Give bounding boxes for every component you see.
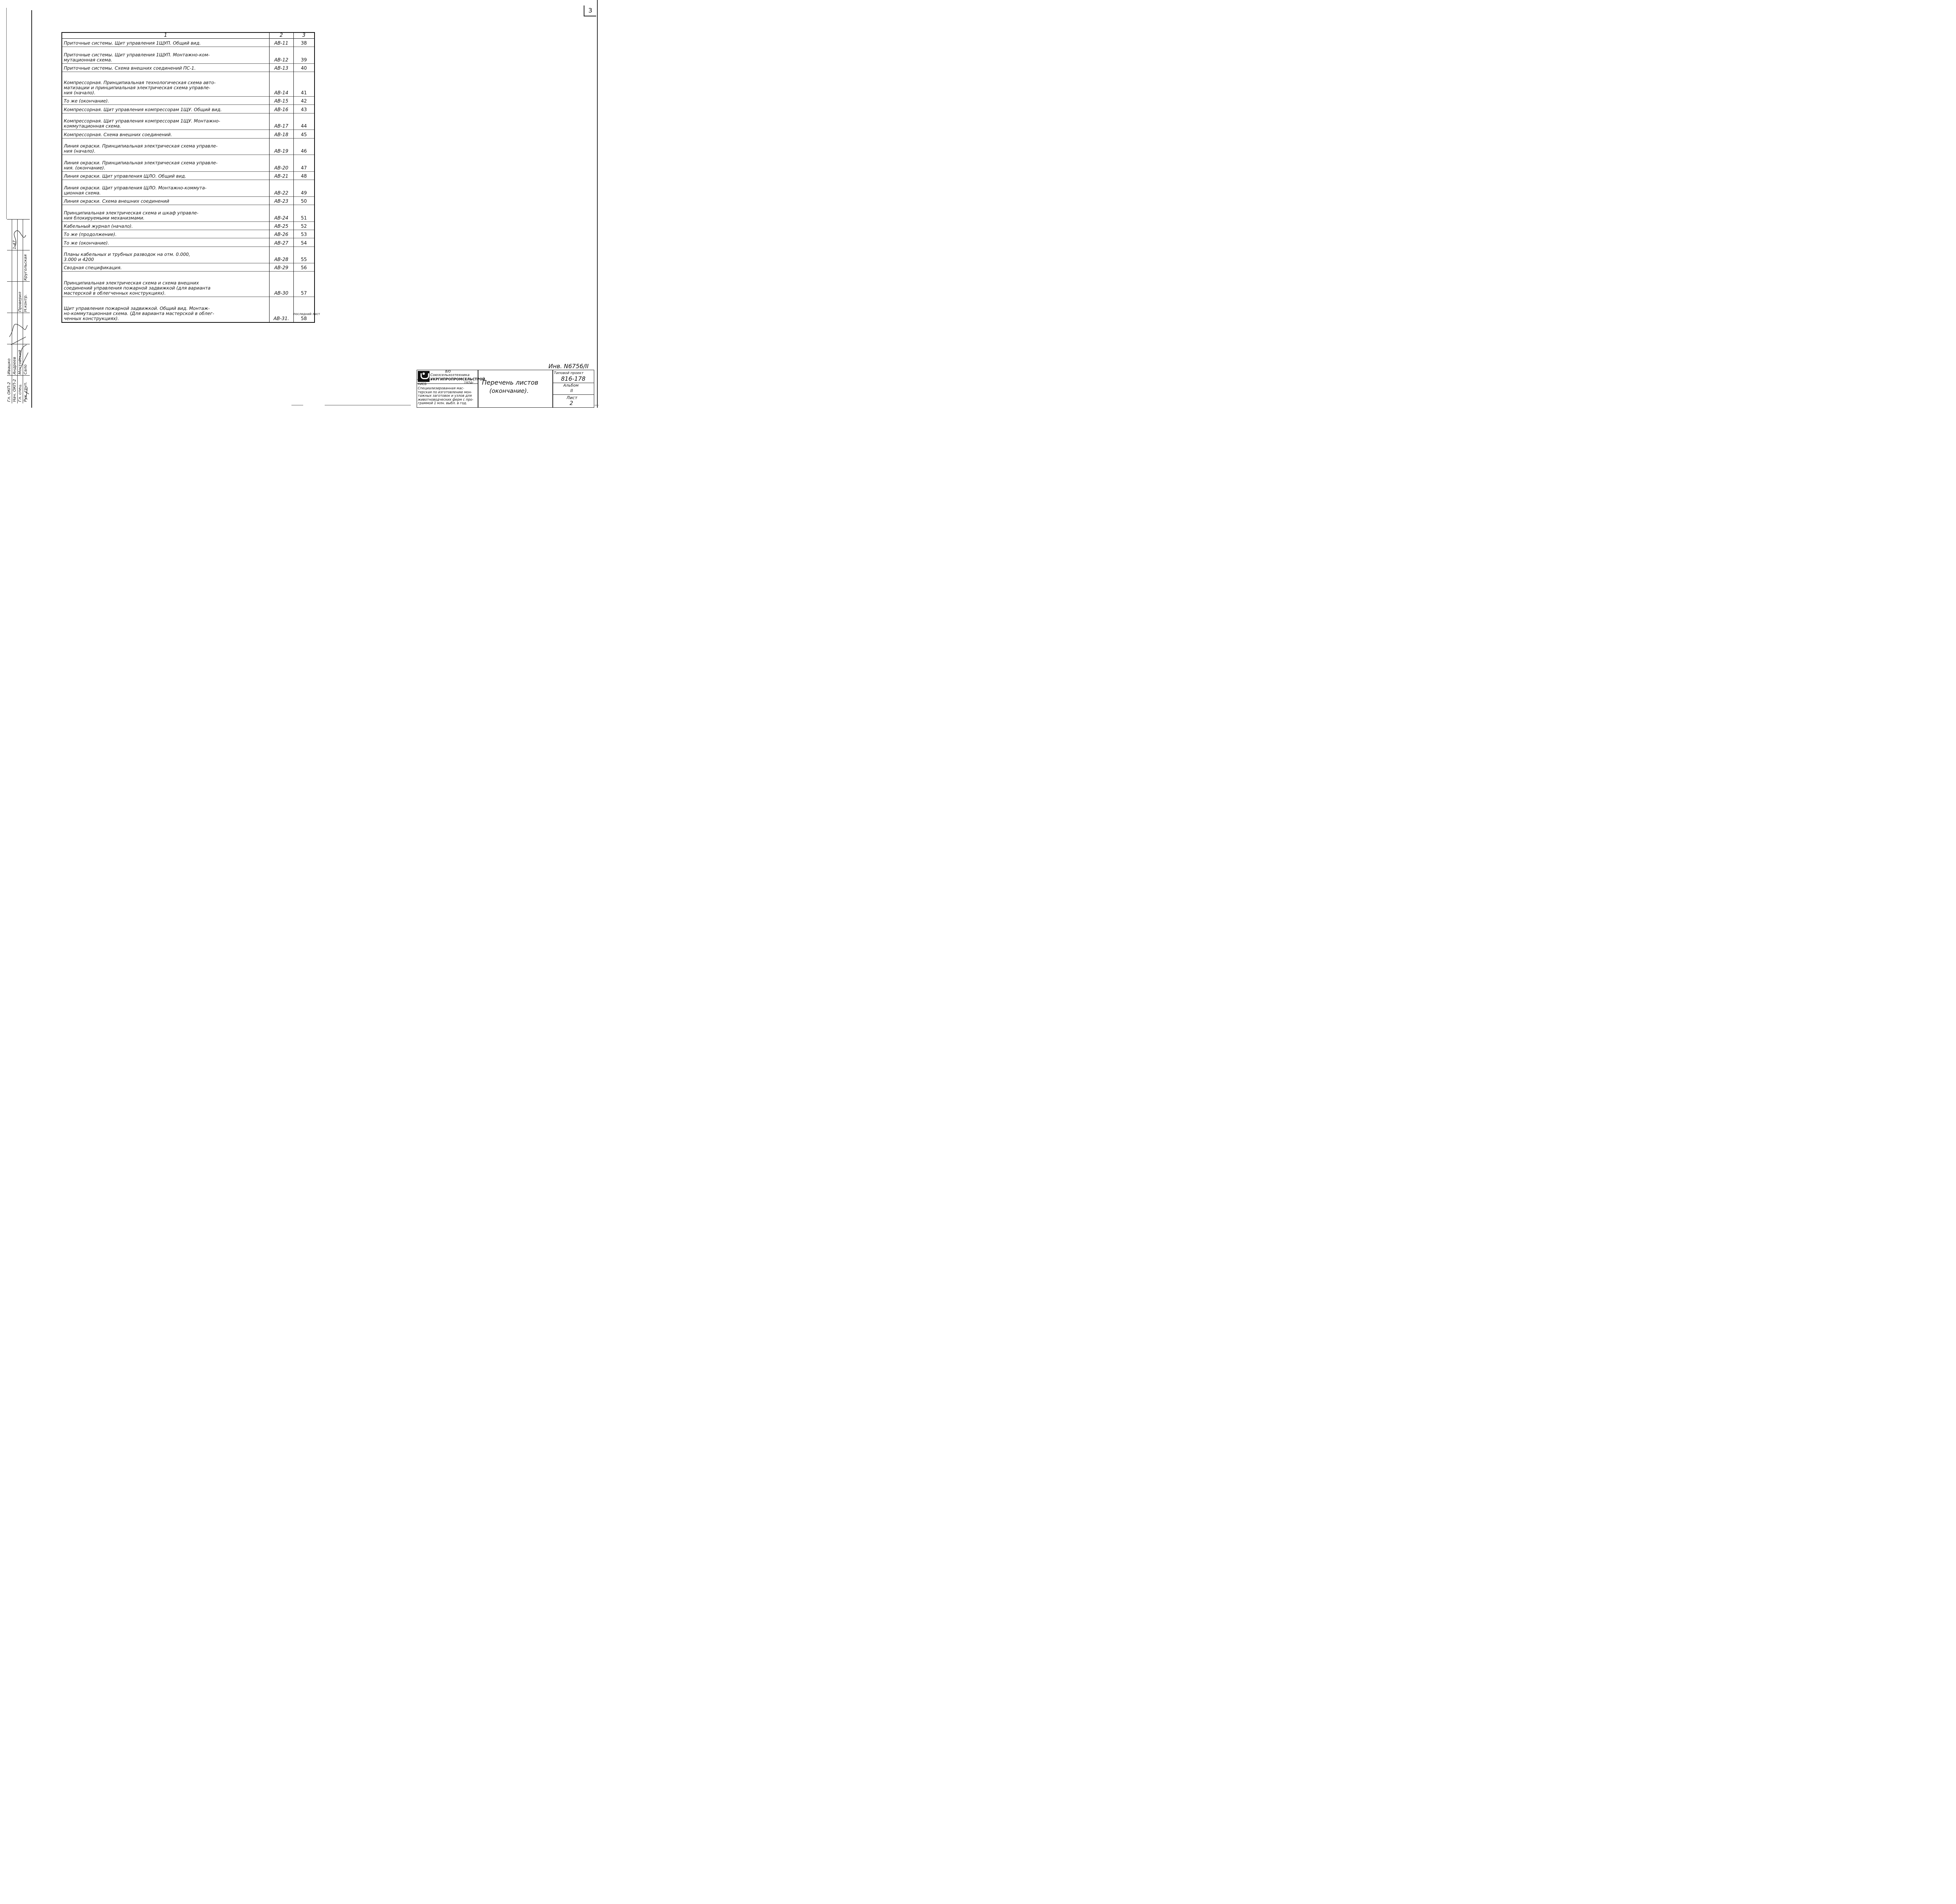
- sheet-name-line: То же (продолжение).: [64, 232, 117, 238]
- sheet-name-line: мутационная схема.: [64, 57, 112, 63]
- sheet-name-line: Линия окраски. Принципиальная электрическая схема управле-: [64, 160, 218, 166]
- sheet-page-cell: 57: [293, 272, 315, 297]
- sheet-title: Перечень листов: [482, 379, 539, 386]
- project-number: 816-178: [561, 375, 586, 382]
- sheet-name-cell: [62, 297, 269, 322]
- sheet-code-cell: АВ-24: [269, 205, 293, 222]
- sheet-name-cell: [62, 63, 269, 72]
- sheet-code-cell: АВ-19: [269, 138, 293, 155]
- title-block: [417, 370, 594, 408]
- sheet-page-cell: 43: [293, 105, 315, 113]
- sheet-name-cell: [62, 105, 269, 113]
- sheet-name-line: То же (окончание).: [64, 240, 109, 246]
- sheet-code-cell: АВ-12: [269, 47, 293, 64]
- sheet-name-line: Линия окраски. Принципиальная электрическая схема управле-: [64, 143, 218, 149]
- sheet-name-cell: [62, 97, 269, 105]
- sheet-page-cell: 51: [293, 205, 315, 222]
- sheet-page-cell: 40: [293, 63, 315, 72]
- sheet-name-line: ционная схема.: [64, 190, 101, 196]
- sheet-code-cell: АВ-31.: [269, 297, 293, 322]
- table-row: [62, 130, 315, 138]
- table-row: [62, 230, 315, 238]
- sheet-name-line: Компрессорная. Щит управления компрессорам 1ЩУ. Монтажно-: [64, 118, 220, 124]
- sheet-name-cell: [62, 130, 269, 138]
- table-row: [62, 72, 315, 97]
- sheet-page-cell: 42: [293, 97, 315, 105]
- left-edge-line: [6, 8, 7, 219]
- sheet-code-cell: АВ-20: [269, 155, 293, 172]
- header-col-2: 2: [269, 32, 293, 39]
- table-row: [62, 272, 315, 297]
- sheet-page-cell: 44: [293, 113, 315, 130]
- sheet-name-cell: [62, 196, 269, 205]
- table-row: [62, 47, 315, 64]
- sheet-name-line: соединений управления пожарной задвижкой (для варианта: [64, 285, 211, 291]
- sheet-page-cell: 50: [293, 196, 315, 205]
- table-body: [62, 39, 320, 323]
- sheet-subtitle: (окончание).: [489, 387, 529, 394]
- sheet-page-cell: 48: [293, 171, 315, 180]
- sheet-code-cell: АВ-11: [269, 39, 293, 47]
- sig-name: Мостовский: [18, 350, 22, 374]
- sheet-code-cell: АВ-29: [269, 263, 293, 272]
- project-description: Специализированная мас- терская по изготовлению мон- тажных заготовок и узлов для животноводческих ферм с про- граммой 1 млн. выбл. в год.: [418, 387, 474, 405]
- table-row: [62, 138, 315, 155]
- sheet-code-cell: АВ-21: [269, 171, 293, 180]
- sheet-name-line: Кабельный журнал (начало).: [64, 223, 133, 229]
- sheet-name-line: Линия окраски. Щит управления ЩЛО. Монтажно-коммута-: [64, 185, 207, 191]
- album-number: II: [570, 388, 573, 393]
- sheet-label: Лист: [566, 395, 577, 400]
- sheet-name-line: То же (окончание).: [64, 98, 109, 104]
- table-row: [62, 247, 315, 263]
- sheet-name-line: 3.000 и 4200: [64, 257, 94, 263]
- sheet-name-line: ния (начало).: [64, 90, 95, 96]
- sheet-name-cell: [62, 180, 269, 197]
- sig-name: Кругольская: [23, 254, 28, 281]
- table-row: [62, 105, 315, 113]
- sheet-name-line: Сводная спецификация.: [64, 265, 122, 271]
- sheet-name-cell: [62, 113, 269, 130]
- sheet-name-line: Компрессорная. Схема внешних соединений.: [64, 131, 172, 137]
- sig-label: Н.контр.: [23, 294, 28, 312]
- sheet-name-cell: [62, 47, 269, 64]
- table-header-row: [62, 32, 315, 39]
- sheet-code-cell: АВ-13: [269, 63, 293, 72]
- sheet-name-line: Принципиальная электрическая схема и шкаф управле-: [64, 210, 199, 216]
- sheet-name-cell: [62, 138, 269, 155]
- sheet-page-cell: 56: [293, 263, 315, 272]
- sheet-name-line: Приточные системы. Щит управления 1ЩУП. Общий вид.: [64, 40, 201, 46]
- sheet-name-cell: [62, 72, 269, 97]
- project-label: Типовой проект: [554, 371, 584, 375]
- page-value: 58: [301, 316, 307, 321]
- city: КИЕВ: [418, 382, 427, 386]
- table-row: [62, 155, 315, 172]
- sheet-name-cell: [62, 238, 269, 247]
- sheet-name-line: ния (начало).: [64, 148, 95, 154]
- year: 1974г.: [464, 381, 475, 385]
- table-row: [62, 97, 315, 105]
- sheet-page-cell: 38: [293, 39, 315, 47]
- table-row: [62, 205, 315, 222]
- sheet-name-line: матизации и принципиальная электрическая схема управле-: [64, 85, 210, 91]
- sig-label: Проверил: [18, 292, 22, 312]
- table-row: [62, 63, 315, 72]
- sheet-name-line: Принципиальная электрическая схема и схема внешних: [64, 280, 199, 286]
- sheet-name-cell: [62, 230, 269, 238]
- album-label: Альбом: [563, 383, 579, 388]
- sheet-name-cell: [62, 263, 269, 272]
- sheet-page-cell: 47: [293, 155, 315, 172]
- sheet-code-cell: АВ-28: [269, 247, 293, 263]
- sheet-code-cell: АВ-22: [269, 180, 293, 197]
- sheet-name-line: мастерской в облегченных конструкциях).: [64, 290, 166, 296]
- sheet-code-cell: АВ-17: [269, 113, 293, 130]
- table-row: [62, 221, 315, 230]
- sheet-code-cell: АВ-27: [269, 238, 293, 247]
- sig-name: Андреев: [13, 357, 17, 374]
- sheet-name-cell: [62, 171, 269, 180]
- tb-divider: [552, 394, 594, 395]
- sheet-name-line: Линия окраски. Щит управления ЩЛО. Общий вид.: [64, 173, 186, 179]
- sheet-name-line: Компрессорная. Щит управления компрессорам 1ЩУ. Общий вид.: [64, 106, 222, 112]
- sheet-code-cell: АВ-16: [269, 105, 293, 113]
- sig-label: Рук. груп.: [23, 382, 28, 402]
- inventory-number: Инв. N6756/II: [548, 363, 589, 370]
- frame-left-border: [31, 10, 32, 408]
- sheet-code-cell: АВ-15: [269, 97, 293, 105]
- sheet-code-cell: АВ-25: [269, 221, 293, 230]
- sheet-name-cell: [62, 155, 269, 172]
- frame-right-border: [597, 0, 598, 408]
- sig-label: Нач. ОКП-2: [13, 379, 17, 402]
- table-row: [62, 238, 315, 247]
- sheet-page-cell: 49: [293, 180, 315, 197]
- page-number: 3: [584, 5, 596, 16]
- table-row: [62, 263, 315, 272]
- sheet-name-line: Щит управления пожарной задвижкой. Общий вид. Монтаж-: [64, 306, 210, 311]
- table-row: [62, 297, 315, 322]
- handwritten-signatures: [7, 220, 30, 403]
- sheet-name-line: ния блокируемыми механизмами.: [64, 215, 145, 221]
- sheet-page-cell: 41: [293, 72, 315, 97]
- sheet-name-cell: [62, 272, 269, 297]
- sig-name: Сало: [23, 364, 28, 374]
- sheet-page-cell: 54: [293, 238, 315, 247]
- org-line-2: Союзсельхозтехника: [430, 373, 470, 377]
- sheet-name-cell: [62, 247, 269, 263]
- tb-divider: [552, 370, 553, 407]
- sheet-page-cell: [293, 297, 320, 322]
- sheet-name-line: Планы кабельных и трубных разводок на отм. 0.000,: [64, 252, 191, 257]
- table-row: [62, 39, 315, 47]
- organization-logo: [418, 371, 430, 382]
- sheet-page-cell: 52: [293, 221, 315, 230]
- sig-name: Ивашко: [7, 358, 11, 374]
- sheet-code-cell: АВ-23: [269, 196, 293, 205]
- sheet-page-cell: 53: [293, 230, 315, 238]
- header-col-3: 3: [293, 32, 315, 39]
- signature-strip: [7, 219, 30, 403]
- table-row: [62, 196, 315, 205]
- sheet-name-line: Компрессорная. Принципиальная технологическая схема авто-: [64, 80, 216, 86]
- sig-label: Гл. спец.: [18, 383, 22, 402]
- sheet-page-cell: 46: [293, 138, 315, 155]
- sheet-code-cell: АВ-18: [269, 130, 293, 138]
- last-sheet-note: последний лист: [293, 312, 320, 316]
- sheet-number: 2: [570, 400, 573, 407]
- sheet-code-cell: АВ-30: [269, 272, 293, 297]
- table-row: [62, 113, 315, 130]
- sheet-name-cell: [62, 205, 269, 222]
- sheet-name-line: но-коммутационная схема. (Для варианта мастерской в облег-: [64, 311, 214, 316]
- sig-date: 1-47: [13, 240, 17, 249]
- table-row: [62, 171, 315, 180]
- sheet-name-line: коммутационная схема.: [64, 123, 121, 129]
- table-row: [62, 180, 315, 197]
- sheet-name-line: ченных конструкциях).: [64, 316, 119, 321]
- sheet-name-line: Приточные системы. Щит управления 1ЩУП. Монтажно-ком-: [64, 52, 210, 58]
- sheet-name-cell: [62, 39, 269, 47]
- sheet-code-cell: АВ-26: [269, 230, 293, 238]
- sheet-page-cell: 45: [293, 130, 315, 138]
- sheet-code-cell: АВ-14: [269, 72, 293, 97]
- sheet-name-cell: [62, 221, 269, 230]
- sheet-name-line: Приточные системы. Схема внешних соединений ПС-1.: [64, 65, 196, 71]
- sheet-name-line: ния. (окончание).: [64, 165, 106, 171]
- org-line-3: УКРГИПРОПРОМСЕЛЬСТРОЙ: [430, 378, 485, 382]
- sig-label: Гл. ОКП-2: [7, 382, 11, 402]
- sheet-list-table: [61, 32, 320, 323]
- org-line-1: В/О: [445, 370, 451, 373]
- sheet-page-cell: 39: [293, 47, 315, 64]
- header-col-1: 1: [62, 32, 269, 39]
- sheet-page-cell: 55: [293, 247, 315, 263]
- sheet-name-line: Линия окраски. Схема внешних соединений: [64, 198, 169, 204]
